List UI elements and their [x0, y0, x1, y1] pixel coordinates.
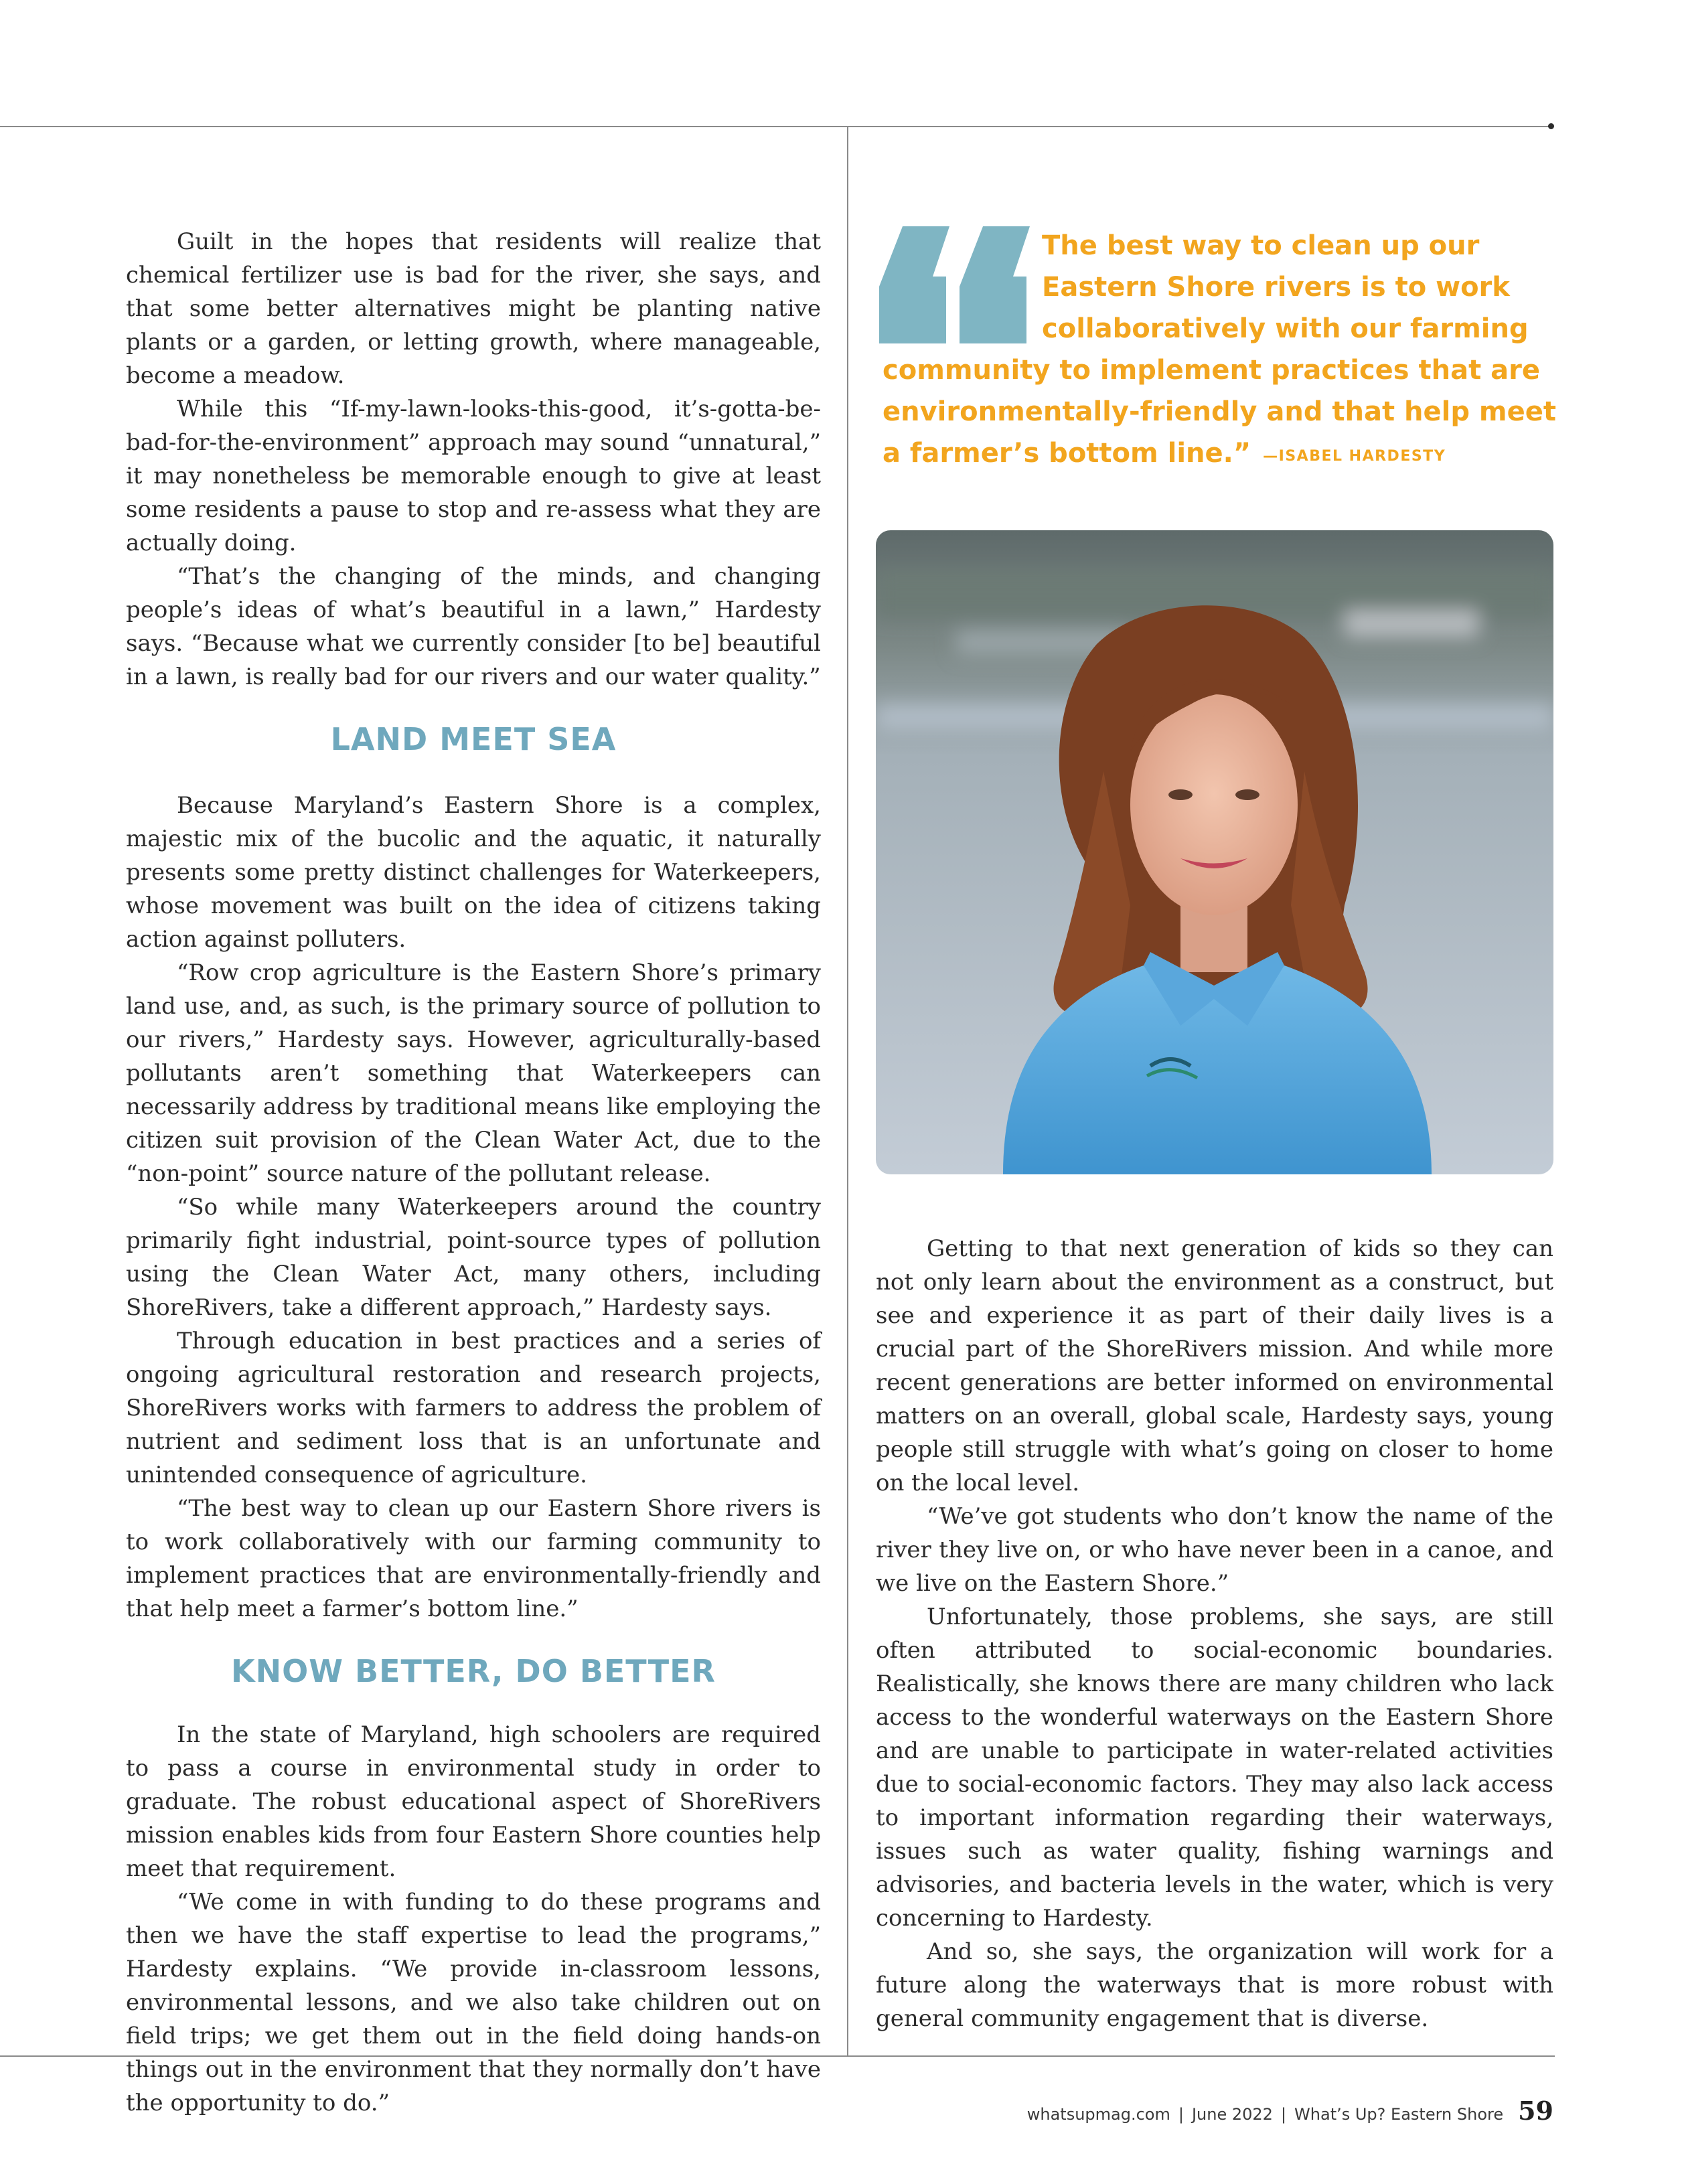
left-paragraph-8: “The best way to clean up our Eastern Shore rivers is to work collaboratively with our farming community to implement practices that are environmentally-friendly and that help meet a farmer’s bottom line.”	[126, 1495, 821, 1622]
right-paragraph-4: And so, she says, the organization will work for a future along the waterways that is more robust with general community engagement that is diverse.	[876, 1938, 1553, 2032]
right-paragraph-2: “We’ve got students who don’t know the name of the river they live on, or who have never been in a canoe, and we live on the Eastern Shore.”	[876, 1503, 1553, 1597]
left-paragraph-6: “So while many Waterkeepers around the country primarily fight industrial, point-source types of pollution using the Clean Water Act, many others, including ShoreRivers, take a different approach,” Hardesty says.	[126, 1194, 821, 1321]
section-heading-land-meet-sea: LAND MEET SEA	[330, 721, 617, 757]
top-rule	[0, 126, 1552, 127]
left-paragraph-10: “We come in with funding to do these programs and then we have the staff expertise to lead the programs,” Hardesty explains. “We provide in-classroom lessons, environmental lessons, and we also take children out on field trips; we get them out in the field doing hands-on things out in the environment that they normally don’t have the opportunity to do.”	[126, 1889, 821, 2116]
pull-quote	[883, 225, 1557, 477]
left-paragraph-3: “That’s the changing of the minds, and changing people’s ideas of what’s beautiful in a lawn,” Hardesty says. “Because what we currently consider [to be] beautiful in a lawn, is really bad for our rivers and our water quality.”	[126, 563, 821, 690]
footer-site: whatsupmag.com	[1026, 2105, 1170, 2124]
pull-quote-attribution: —ISABEL HARDESTY	[1263, 448, 1446, 465]
left-paragraph-2: While this “If-my-lawn-looks-this-good, it’s-gotta-be-bad-for-the-environment” approach may sound “unnatural,” it may nonetheless be memorable enough to give at least some residents a pause to stop and re-assess what they are actually doing.	[126, 396, 821, 556]
column-divider	[847, 127, 848, 2056]
page-footer	[1027, 2096, 1553, 2126]
section-heading-know-better: KNOW BETTER, DO BETTER	[231, 1653, 716, 1689]
left-paragraph-9: In the state of Maryland, high schoolers are required to pass a course in environmental study in order to graduate. The robust educational aspect of ShoreRivers mission enables kids from four Eastern Shore counties help meet that requirement.	[126, 1721, 821, 1882]
page-number: 59	[1518, 2096, 1553, 2126]
pull-quote-text: The best way to clean up our Eastern Shore rivers is to work collaboratively with our farming community to implement practices that are environmentally-friendly and that help meet a farmer’s bottom line.”	[883, 230, 1556, 469]
footer-issue: June 2022	[1191, 2105, 1273, 2124]
left-column	[126, 225, 821, 2120]
portrait-photo	[876, 530, 1553, 1174]
left-paragraph-7: Through education in best practices and a series of ongoing agricultural restoration and research projects, ShoreRivers works with farmers to address the problem of nutrient and sediment loss that is an unfortunate and unintended consequence of agriculture.	[126, 1328, 821, 1488]
left-paragraph-1: Guilt in the hopes that residents will realize that chemical fertilizer use is bad for the river, she says, and that some better alternatives might be planting native plants or a garden, or letting growth, where manageable, become a meadow.	[126, 228, 821, 389]
right-column	[876, 1232, 1553, 2035]
footer-publication: What’s Up? Eastern Shore	[1294, 2105, 1504, 2124]
left-paragraph-5: “Row crop agriculture is the Eastern Shore’s primary land use, and, as such, is the primary source of pollution to our rivers,” Hardesty says. However, agriculturally-based pollutants aren’t something that Waterkeepers can necessarily address by traditional means like employing the citizen suit provision of the Clean Water Act, due to the “non-point” source nature of the pollutant release.	[126, 959, 821, 1187]
left-paragraph-4: Because Maryland’s Eastern Shore is a complex, majestic mix of the bucolic and the aquatic, it naturally presents some pretty distinct challenges for Waterkeepers, whose movement was built on the idea of citizens taking action against polluters.	[126, 792, 821, 953]
top-rule-dot	[1548, 123, 1554, 129]
right-paragraph-1: Getting to that next generation of kids so they can not only learn about the environment as a construct, but see and experience it as part of their daily lives is a crucial part of the ShoreRivers mission. And while more recent generations are better informed on environmental matters on an overall, global scale, Hardesty says, young people still struggle with what’s going on closer to home on the local level.	[876, 1235, 1553, 1496]
right-paragraph-3: Unfortunately, those problems, she says, are still often attributed to social-economic boundaries. Realistically, she knows there are many children who lack access to the wonderful waterways on the Eastern Shore and are unable to participate in water-related activities due to social-economic factors. They may also lack access to important information regarding their waterways, issues such as water quality, fishing warnings and advisories, and bacteria levels in the water, which is very concerning to Hardesty.	[876, 1604, 1553, 1932]
footer-separator: |	[1280, 2105, 1287, 2124]
footer-separator: |	[1178, 2105, 1184, 2124]
